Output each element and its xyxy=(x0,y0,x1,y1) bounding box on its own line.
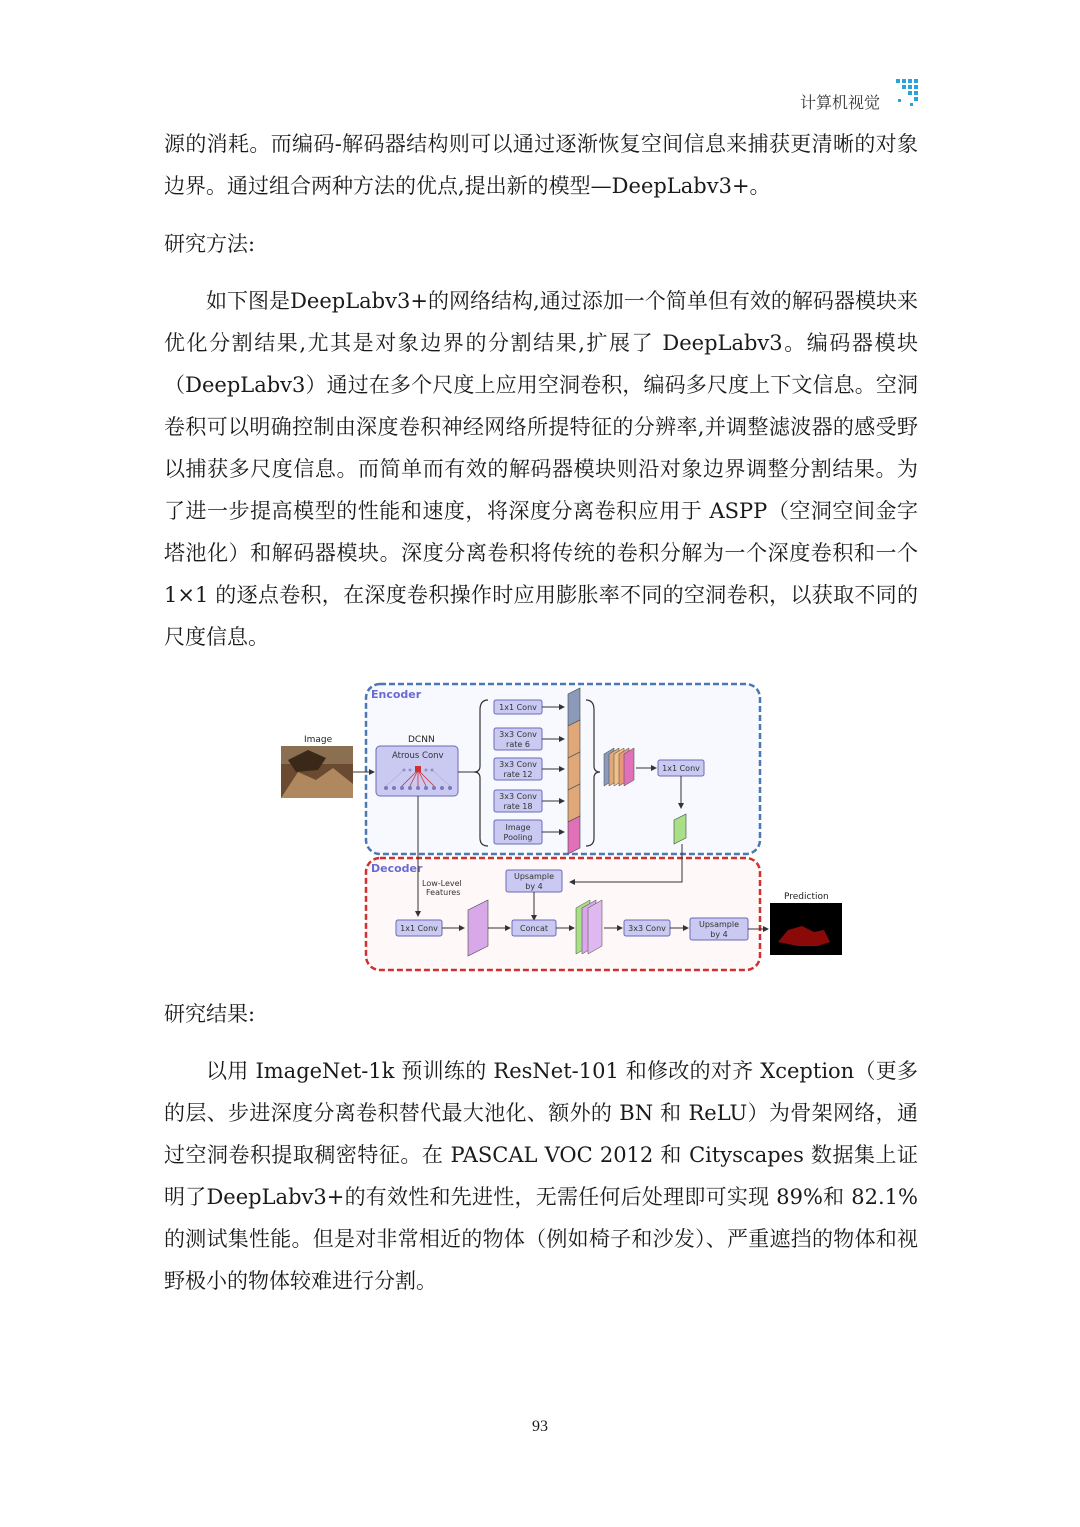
svg-text:3x3 Conv: 3x3 Conv xyxy=(499,792,537,801)
low-level-reduced-feature xyxy=(468,900,488,956)
upsample2-label-2: by 4 xyxy=(710,930,728,939)
aspp-branch-1x1 xyxy=(494,700,542,714)
image-label: Image xyxy=(304,735,333,745)
aspp-concat-stack xyxy=(604,748,634,786)
concat-feature-stack xyxy=(576,900,602,954)
section-heading-method: 研究方法: xyxy=(164,232,256,256)
svg-text:Image: Image xyxy=(505,823,531,832)
aspp-branch-rate6 xyxy=(494,728,542,750)
dcnn-label: DCNN xyxy=(408,735,435,745)
svg-text:rate 12: rate 12 xyxy=(503,770,533,779)
prediction-image xyxy=(770,903,842,955)
aspp-branch-rate12 xyxy=(494,758,542,780)
svg-text:1x1 Conv: 1x1 Conv xyxy=(499,703,537,712)
upsample2-label-1: Upsample xyxy=(698,920,740,929)
upsample1-label-1: Upsample xyxy=(513,872,555,881)
encoder-label: Encoder xyxy=(371,688,422,701)
aspp-branch-rate18 xyxy=(494,790,542,812)
paragraph-result: 以用 ImageNet-1k 预训练的 ResNet-101 和修改的对齐 Xception（更多的层、步进深度分离卷积替代最大池化、额外的 BN 和 ReLU）为骨架网络，通过空洞卷积提取稠密特征。在 PASCAL VOC 2012 和 Cityscapes 数据集上证明了DeepLabv3+的有效性和先进性，无需任何后处理即可实现 89%和 82.1%的测试集性能。但是对非常相近的物体（例如椅子和沙发）、严重遮挡的物体和视野极小的物体较难进行分割。 xyxy=(164,1059,918,1293)
svg-text:rate 18: rate 18 xyxy=(503,802,533,811)
decoder-1x1-conv-label: 1x1 Conv xyxy=(400,924,438,933)
upsample1-label-2: by 4 xyxy=(525,882,543,891)
decoder-frame xyxy=(366,858,760,970)
paragraph-intro: 源的消耗。而编码-解码器结构则可以通过逐渐恢复空间信息来捕获更清晰的对象边界。通过组合两种方法的优点,提出新的模型—DeepLabv3+。 xyxy=(164,132,918,198)
concat-label: Concat xyxy=(520,924,548,933)
dot-grid-logo-icon xyxy=(894,78,920,108)
header-title: 计算机视觉 xyxy=(800,93,881,112)
svg-text:Pooling: Pooling xyxy=(503,833,533,842)
low-level-label-1: Low-Level xyxy=(422,879,462,888)
aspp-branch-image-pooling xyxy=(494,820,542,844)
low-level-label-2: Features xyxy=(426,888,461,897)
decoder-3x3-conv-label: 3x3 Conv xyxy=(628,924,666,933)
svg-text:rate 6: rate 6 xyxy=(506,740,530,749)
page-number: 93 xyxy=(532,1418,548,1435)
prediction-label: Prediction xyxy=(784,892,829,902)
input-image-thumbnail xyxy=(281,746,353,798)
paragraph-method: 如下图是DeepLabv3+的网络结构,通过添加一个简单但有效的解码器模块来优化分割结果,尤其是对象边界的分割结果,扩展了 DeepLabv3。编码器模块（DeepLabv3）通过在多个尺度上应用空洞卷积，编码多尺度上下文信息。空洞卷积可以明确控制由深度卷积神经网络所提特征的分辨率,并调整滤波器的感受野以捕获多尺度信息。而简单而有效的解码器模块则沿对象边界调整分割结果。为了进一步提高模型的性能和速度，将深度分离卷积应用于 ASPP（空洞空间金字塔池化）和解码器模块。深度分离卷积将传统的卷积分解为一个深度卷积和一个 1×1 的逐点卷积，在深度卷积操作时应用膨胀率不同的空洞卷积，以获取不同的尺度信息。 xyxy=(164,289,918,649)
encoder-1x1-conv-label: 1x1 Conv xyxy=(662,764,700,773)
aspp-feature-maps xyxy=(568,688,580,854)
section-heading-result: 研究结果: xyxy=(164,1002,256,1026)
deeplabv3plus-architecture-diagram xyxy=(278,680,848,975)
svg-text:3x3 Conv: 3x3 Conv xyxy=(499,760,537,769)
svg-text:3x3 Conv: 3x3 Conv xyxy=(499,730,537,739)
decoder-label: Decoder xyxy=(371,862,423,875)
atrous-conv-label: Atrous Conv xyxy=(392,751,444,761)
